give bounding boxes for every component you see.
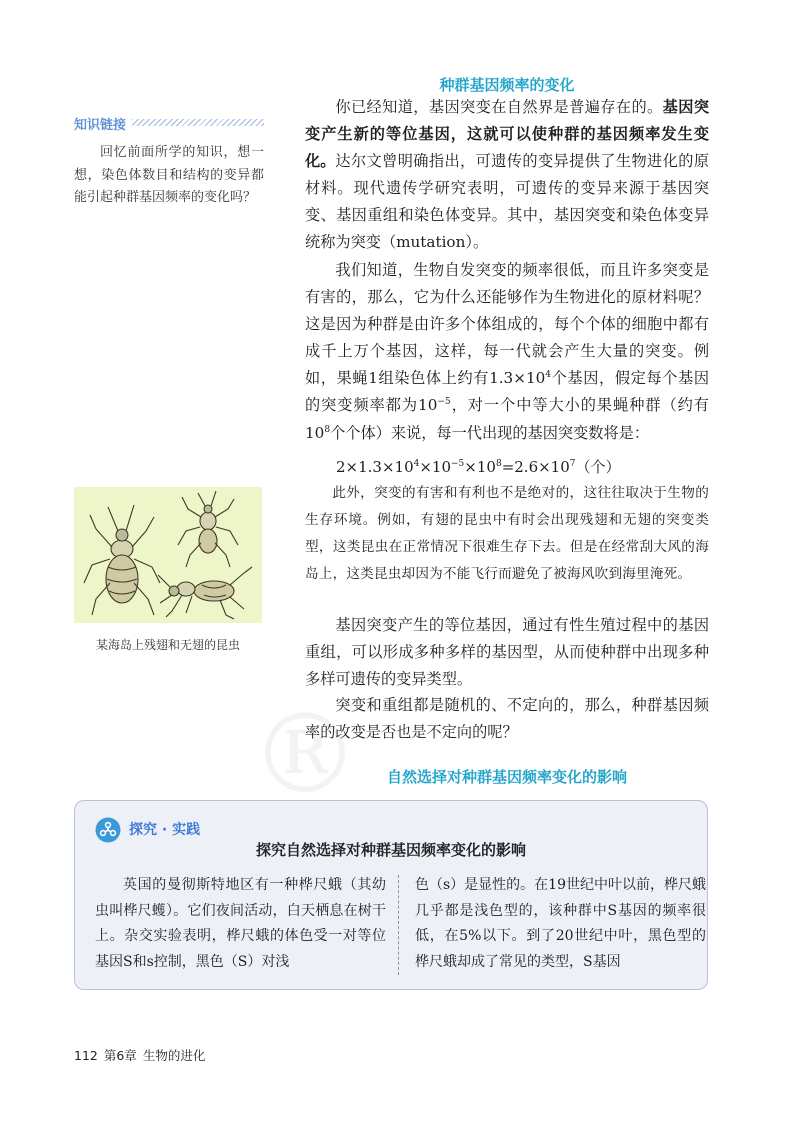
figure-caption: 某海岛上残翅和无翅的昆虫: [95, 638, 240, 652]
formula-exponent: 4: [413, 459, 420, 469]
chapter-title: 生物的进化: [142, 1048, 206, 1063]
inquiry-practice-label: 探究 · 实践: [129, 822, 201, 838]
paragraph-1-text: 你已经知道，基因突变在自然界是普遍存在的。: [335, 98, 663, 116]
paragraph-3-part-d: 个个体）来说，每一代出现的基因突变数将是：: [330, 423, 649, 442]
paragraph-3-part-a: 我们知道，生物自发突变的频率很低，而且许多突变是有害的，那么，它为什么还能够作为生物进化的原材料呢？这是因为种群是由许多个体组成的，每个个体的细胞中都有成千上万个基因，这样，每一代就会产生大量的突变。例如，果蝇1组染色体上约有1.3×10: [305, 261, 709, 388]
formula-part: ×10: [419, 458, 452, 476]
paragraph-5: 基因突变产生的等位基因，通过有性生殖过程中的基因重组，可以形成多种多样的基因型，从而使种群中出现多种多样可遗传的变异类型。: [305, 616, 709, 689]
column-divider: [398, 875, 399, 975]
label-rule-decoration: [132, 119, 264, 126]
exponent: 8: [324, 424, 331, 435]
section-title: 种群基因频率的变化: [439, 76, 575, 94]
formula-part: ×10: [464, 458, 496, 476]
formula-part: （个）: [575, 458, 621, 476]
insect-figure: [74, 487, 262, 623]
knowledge-link-text: 回忆前面所学的知识，想一想，染色体数目和结构的变异都能引起种群基因频率的变化吗？: [74, 145, 264, 205]
formula-part: =2.6×10: [501, 458, 570, 476]
publisher-watermark: ®: [250, 690, 360, 818]
paragraph-3: [305, 257, 709, 447]
formula-exponent: 7: [569, 459, 576, 469]
inquiry-title: 探究自然选择对种群基因频率变化的影响: [255, 841, 526, 859]
formula-exponent: −5: [451, 459, 465, 469]
paragraph-2: 达尔文曾明确指出，可遗传的变异提供了生物进化的原材料。现代遗传学研究表明，可遗传的变异来源于基因突变、基因重组和染色体变异。其中，基因突变和染色体变异统称为突变（mutation）。: [305, 152, 709, 252]
section-title-2: 自然选择对种群基因频率变化的影响: [386, 768, 627, 786]
page-number: 112: [74, 1048, 98, 1063]
mutation-count-formula: [336, 456, 621, 477]
insect-illustration: [74, 487, 262, 623]
paragraph-3-part-b: 个基因，假定每个基因的突变频率都为10: [305, 369, 710, 415]
paragraph-3-part-c: ，对一个中等大小的果蝇种群（约有10: [305, 396, 709, 442]
chapter-number: 第6章: [103, 1048, 137, 1063]
paragraph-6: 突变和重组都是随机的、不定向的，那么，种群基因频率的改变是否也是不定向的呢？: [305, 696, 709, 742]
formula-exponent: 8: [495, 459, 502, 469]
paragraph-1-bold: 基因突变产生新的等位基因，这就可以使种群的基因频率发生变化。: [305, 98, 710, 171]
inquiry-text-left: 英国的曼彻斯特地区有一种桦尺蛾（其幼虫叫桦尺蠖）。它们夜间活动，白天栖息在树干上。杂交实验表明，桦尺蛾的体色受一对等位基因S和s控制，黑色（S）对浅: [95, 877, 386, 970]
inquiry-practice-box: [74, 800, 708, 990]
paragraph-4: 此外，突变的有害和有利也不是绝对的，这往往取决于生物的生存环境。例如，有翅的昆虫中有时会出现残翅和无翅的突变类型，这类昆虫在正常情况下很难生存下去。但是在经常刮大风的海岛上，这类昆虫却因为不能飞行而避免了被海风吹到海里淹死。: [305, 485, 709, 582]
exponent: 4: [545, 370, 552, 381]
inquiry-text-right: 色（s）是显性的。在19世纪中叶以前，桦尺蛾几乎都是浅色型的，该种群中S基因的频率很低，在5%以下。到了20世纪中叶，黑色型的桦尺蛾却成了常见的类型，S基因: [415, 877, 706, 970]
page-footer: [74, 1046, 211, 1064]
formula-part: 2×1.3×10: [336, 458, 414, 476]
knowledge-link-label: 知识链接: [74, 118, 127, 133]
exponent: −5: [437, 397, 451, 408]
